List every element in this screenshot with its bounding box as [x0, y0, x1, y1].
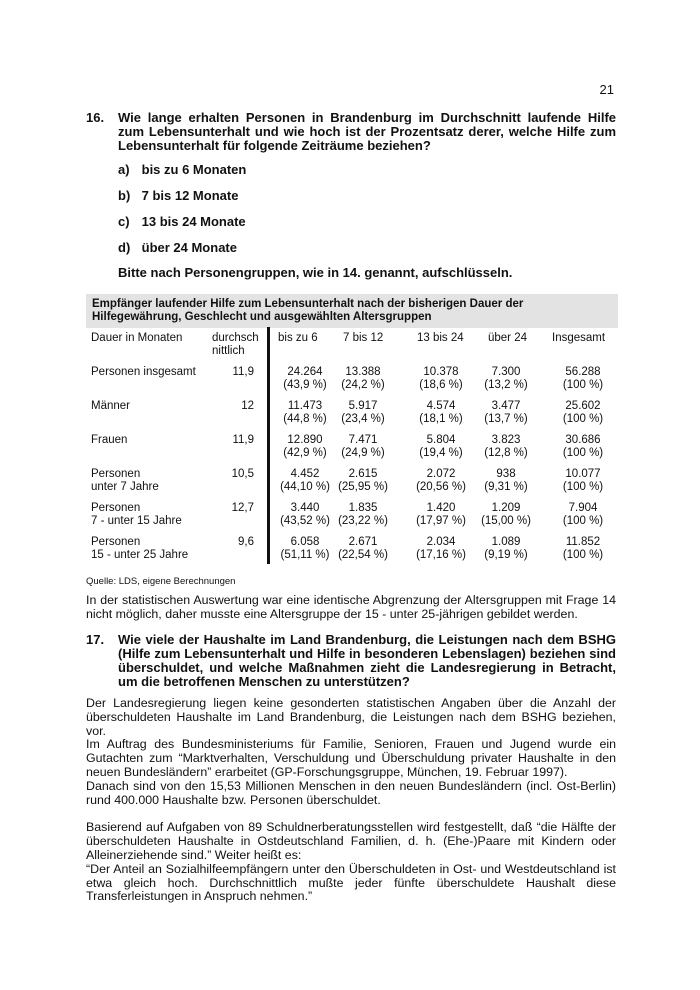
cell-over-24 — [472, 502, 540, 528]
row-label-line-1: Frauen — [91, 434, 128, 446]
cell-percent: (18,1 %) — [419, 413, 463, 425]
header-average — [212, 332, 272, 358]
cell-percent: (13,7 %) — [484, 413, 528, 425]
cell-percent: (9,19 %) — [484, 549, 528, 561]
cell-7-to-12 — [329, 468, 397, 494]
option-b — [118, 188, 238, 203]
cell-7-to-12 — [329, 434, 397, 460]
cell-percent: (100 %) — [562, 379, 604, 391]
cell-percent: (43,9 %) — [283, 379, 327, 391]
option-b-text: 7 bis 12 Monate — [141, 188, 239, 203]
cell-7-to-12 — [329, 536, 397, 562]
cell-7-to-12 — [329, 366, 397, 392]
cell-percent: (25,95 %) — [338, 481, 388, 493]
answer-17-paragraph-1: Der Landesregierung liegen keine gesonderten statistischen Angaben über die Anzahl der überschuldeten Haushalte im Land Brandenburg, die Leistungen nach dem BSHG beziehen, vor. — [86, 696, 616, 738]
cell-count: 4.574 — [426, 400, 456, 412]
question-17 — [86, 633, 616, 689]
cell-count: 10.378 — [423, 366, 459, 378]
cell-percent: (44,8 %) — [283, 413, 327, 425]
cell-over-24 — [472, 366, 540, 392]
row-label-line-1: Personen insgesamt — [91, 366, 196, 378]
cell-percent: (100 %) — [562, 447, 604, 459]
paragraph-age-note: In der statistischen Auswertung war eine identische Abgrenzung der Altersgruppen mit Frage 14 nicht möglich, daher musste eine Altersgruppe der 15 - unter 25-jährigen gebildet werden. — [86, 593, 616, 621]
cell-13-to-24 — [407, 536, 475, 562]
cell-percent: (100 %) — [562, 549, 604, 561]
cell-13-to-24 — [407, 366, 475, 392]
row-label — [91, 434, 211, 447]
cell-count: 3.440 — [290, 502, 320, 514]
cell-percent: (9,31 %) — [484, 481, 528, 493]
row-label — [91, 400, 211, 413]
cell-count: 24.264 — [287, 366, 323, 378]
cell-count: 11.852 — [565, 536, 601, 548]
table-row — [86, 468, 616, 496]
cell-count: 5.804 — [426, 434, 456, 446]
option-a — [118, 162, 246, 177]
cell-percent: (51,11 %) — [280, 549, 330, 561]
cell-count: 7.471 — [348, 434, 378, 446]
option-d-label: d) — [118, 240, 131, 255]
cell-count: 2.034 — [426, 536, 456, 548]
cell-count: 6.058 — [290, 536, 320, 548]
cell-count: 12.890 — [287, 434, 323, 446]
cell-count: 7.904 — [568, 502, 598, 514]
cell-percent: (22,54 %) — [338, 549, 388, 561]
paragraph-spacer — [86, 807, 616, 821]
answer-17-paragraph-5: “Der Anteil an Sozialhilfeempfängern unter den Überschuldeten in Ost- und Westdeutschland ist etwa gleich hoch. Durchschnittlich mußte jeder fünfte überschuldete Haushalt diese Transferleistungen in Anspruch nehmen.” — [86, 861, 616, 904]
page-number: 21 — [599, 82, 614, 97]
cell-7-to-12 — [329, 400, 397, 426]
cell-count: 938 — [496, 468, 516, 480]
cell-count: 2.615 — [348, 468, 378, 480]
cell-13-to-24 — [407, 468, 475, 494]
cell-count: 1.835 — [348, 502, 378, 514]
row-average: 11,9 — [232, 366, 254, 378]
cell-total — [549, 536, 617, 562]
cell-count: 1.089 — [491, 536, 521, 548]
header-duration: Dauer in Monaten — [91, 332, 183, 344]
row-label-line-2: unter 7 Jahre — [91, 481, 159, 493]
cell-total — [549, 400, 617, 426]
option-a-text: bis zu 6 Monaten — [141, 162, 247, 177]
cell-count: 11.473 — [287, 400, 323, 412]
table-row — [86, 400, 616, 428]
table-caption-line-1: Empfänger laufender Hilfe zum Lebensunterhalt nach der bisherigen Dauer der — [92, 298, 524, 310]
header-over-24: über 24 — [488, 332, 528, 344]
header-up-to-6: bis zu 6 — [278, 332, 318, 344]
question-17-text: Wie viele der Haushalte im Land Brandenburg, die Leistungen nach dem BSHG (Hilfe zum Lebensunterhalt und Hilfe in besonderen Lebenslagen) beziehen sind überschuldet, und welche Maßnahmen zieht die Landesregierung in Betracht, um die betroffenen Menschen zu unterstützen? — [118, 632, 616, 689]
answer-17-paragraph-4: Basierend auf Aufgaben von 89 Schuldnerberatungsstellen wird festgestellt, daß “die Hälfte der überschuldeten Haushalte in Ostdeutschland Familien, d. h. (Ehe-)Paare mit Kindern oder Alleinerziehende sind.” Weiter heißt es: — [86, 820, 616, 862]
table-row — [86, 502, 616, 530]
cell-count: 5.917 — [348, 400, 378, 412]
header-13-to-24: 13 bis 24 — [417, 332, 464, 344]
cell-percent: (100 %) — [562, 515, 604, 527]
row-average: 10,5 — [231, 468, 254, 480]
cell-13-to-24 — [407, 434, 475, 460]
cell-percent: (12,8 %) — [484, 447, 528, 459]
option-c — [118, 214, 246, 229]
cell-percent: (18,6 %) — [419, 379, 463, 391]
row-average: 9,6 — [238, 536, 254, 548]
option-c-label: c) — [118, 214, 130, 229]
cell-total — [549, 366, 617, 392]
cell-percent: (42,9 %) — [283, 447, 327, 459]
cell-13-to-24 — [407, 502, 475, 528]
cell-percent: (43,52 %) — [280, 515, 330, 527]
table-row — [86, 366, 616, 394]
cell-percent: (19,4 %) — [419, 447, 463, 459]
cell-over-24 — [472, 434, 540, 460]
cell-count: 1.420 — [426, 502, 456, 514]
row-label — [91, 366, 211, 379]
cell-count: 3.823 — [491, 434, 521, 446]
cell-percent: (13,2 %) — [484, 379, 528, 391]
cell-count: 4.452 — [290, 468, 320, 480]
question-16 — [86, 111, 616, 153]
cell-over-24 — [472, 536, 540, 562]
cell-percent: (23,4 %) — [341, 413, 385, 425]
cell-count: 2.072 — [426, 468, 456, 480]
cell-count: 30.686 — [565, 434, 601, 446]
option-d — [118, 240, 237, 255]
answer-17-paragraph-3: Danach sind von den 15,53 Millionen Menschen in den neuen Bundesländern (incl. Ost-Berlin) rund 400.000 Haushalte bzw. Personen überschuldet. — [86, 778, 616, 807]
cell-count: 3.477 — [491, 400, 521, 412]
cell-count: 2.671 — [348, 536, 378, 548]
table-caption — [86, 294, 618, 328]
cell-percent: (17,97 %) — [416, 515, 466, 527]
question-16-text: Wie lange erhalten Personen in Brandenburg im Durchschnitt laufende Hilfe zum Lebensunterhalt und wie hoch ist der Prozentsatz derer, welche Hilfe zum Lebensunterhalt für folgende Zeiträume beziehen? — [118, 110, 616, 153]
cell-total — [549, 468, 617, 494]
cell-percent: (23,22 %) — [338, 515, 388, 527]
row-label — [91, 468, 211, 494]
option-d-text: über 24 Monate — [141, 240, 237, 255]
row-label-line-1: Männer — [91, 400, 130, 412]
cell-7-to-12 — [329, 502, 397, 528]
cell-percent: (100 %) — [562, 413, 604, 425]
row-label-line-1: Personen — [91, 502, 141, 514]
row-label-line-1: Personen — [91, 536, 141, 548]
row-label-line-2: 7 - unter 15 Jahre — [91, 515, 182, 527]
row-label — [91, 536, 211, 562]
row-label-line-2: 15 - unter 25 Jahre — [91, 549, 189, 561]
cell-percent: (17,16 %) — [416, 549, 466, 561]
option-a-label: a) — [118, 162, 130, 177]
table-header-row — [86, 332, 616, 360]
option-c-text: 13 bis 24 Monate — [141, 214, 246, 229]
answer-17 — [86, 697, 616, 904]
instruction: Bitte nach Personengruppen, wie in 14. genannt, aufschlüsseln. — [118, 265, 513, 280]
cell-13-to-24 — [407, 400, 475, 426]
cell-percent: (44,10 %) — [280, 481, 330, 493]
cell-count: 10.077 — [565, 468, 601, 480]
cell-count: 7.300 — [491, 366, 521, 378]
cell-over-24 — [472, 468, 540, 494]
cell-percent: (15,00 %) — [481, 515, 531, 527]
option-b-label: b) — [118, 188, 131, 203]
header-average-line-1: durchsch — [212, 332, 259, 344]
question-16-number: 16. — [86, 110, 105, 125]
header-average-line-2: nittlich — [212, 345, 245, 357]
cell-count: 25.602 — [565, 400, 601, 412]
cell-over-24 — [472, 400, 540, 426]
cell-count: 1.209 — [491, 502, 521, 514]
cell-percent: (20,56 %) — [416, 481, 466, 493]
cell-percent: (24,9 %) — [341, 447, 385, 459]
cell-percent: (100 %) — [562, 481, 604, 493]
header-total: Insgesamt — [552, 332, 606, 344]
cell-count: 13.388 — [345, 366, 381, 378]
row-average: 12 — [241, 400, 254, 412]
cell-percent: (24,2 %) — [341, 379, 385, 391]
cell-total — [549, 434, 617, 460]
question-17-number: 17. — [86, 632, 105, 647]
row-label-line-1: Personen — [91, 468, 141, 480]
table-caption-line-2: Hilfegewährung, Geschlecht und ausgewählten Altersgruppen — [92, 311, 432, 323]
cell-total — [549, 502, 617, 528]
row-label — [91, 502, 211, 528]
table-row — [86, 536, 616, 564]
answer-17-paragraph-2: Im Auftrag des Bundesministeriums für Familie, Senioren, Frauen und Jugend wurde ein Gutachten zum “Marktverhalten, Verschuldung und Überschuldung privater Haushalte in den neuen Bundesländern” erarbeitet (GP-Forschungsgruppe, München, 19. Februar 1997). — [86, 737, 616, 779]
header-7-to-12: 7 bis 12 — [343, 332, 384, 344]
table-source: Quelle: LDS, eigene Berechnungen — [86, 576, 236, 587]
cell-count: 56.288 — [565, 366, 601, 378]
row-average: 11,9 — [232, 434, 254, 446]
table-row — [86, 434, 616, 462]
row-average: 12,7 — [231, 502, 254, 514]
